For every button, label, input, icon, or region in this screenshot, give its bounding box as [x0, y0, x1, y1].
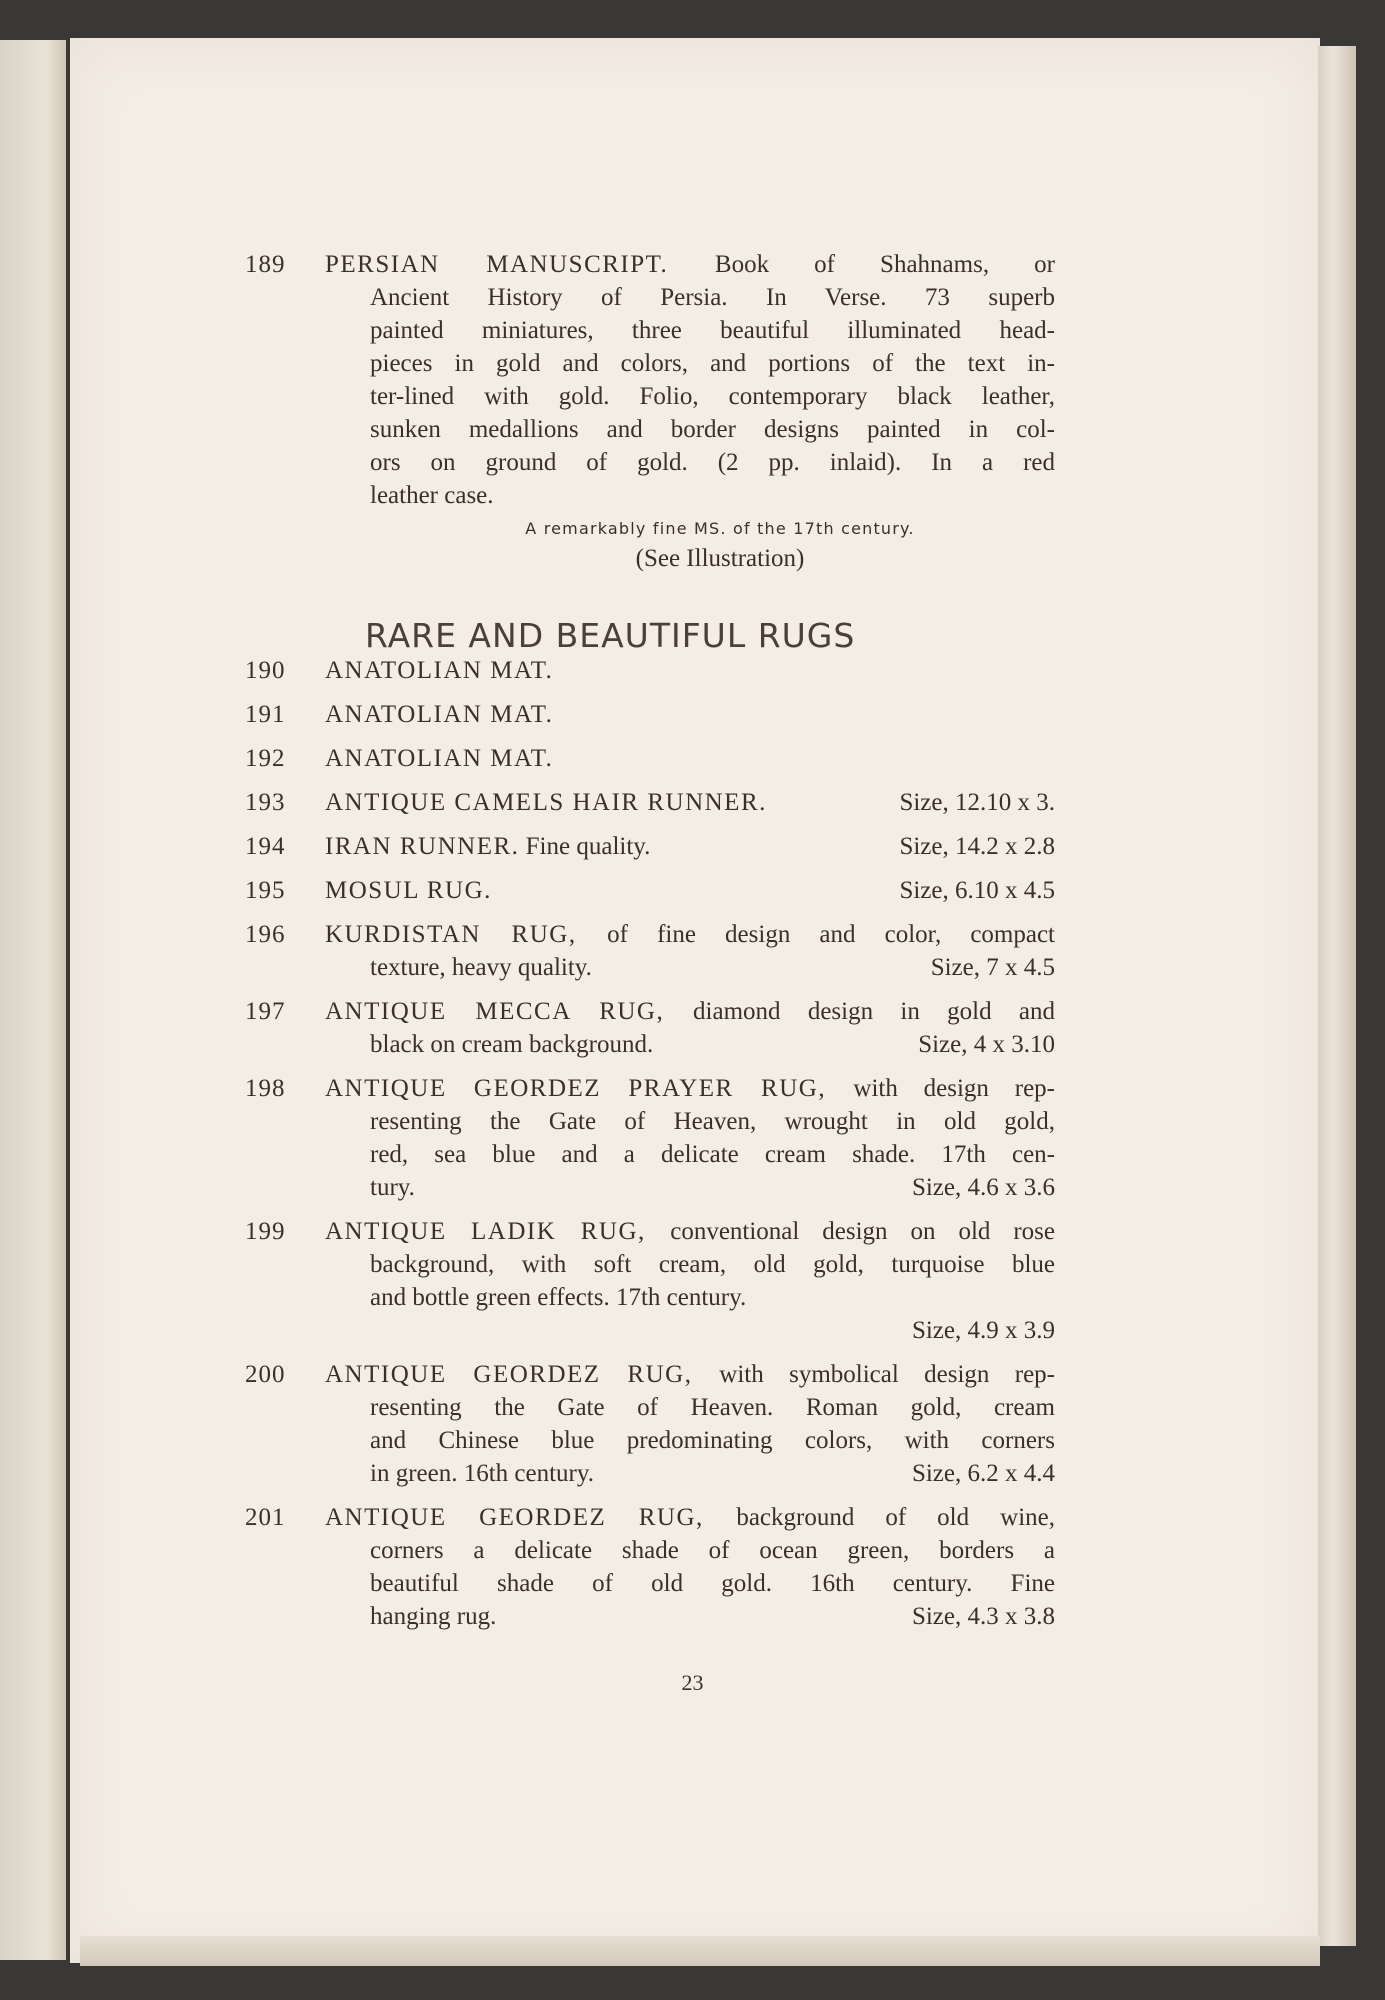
lot-line: red, sea blue and a delicate cream shade. 17th cen- [370, 1141, 1055, 1168]
lot-198 [245, 1072, 1055, 1204]
lot-line: and Chinese blue predominating colors, with corners [370, 1427, 1055, 1454]
lot-number: 197 [245, 998, 286, 1025]
lot-number: 196 [245, 921, 286, 948]
lot-line: ors on ground of gold. (2 pp. inlaid). In a red [370, 449, 1055, 476]
lot-line: background of old wine, [736, 1504, 1055, 1531]
lot-description: Fine quality. [519, 833, 651, 860]
lot-197 [245, 995, 1055, 1061]
lot-title: ANTIQUE GEORDEZ PRAYER RUG, [325, 1075, 854, 1102]
lot-title: MOSUL RUG. [325, 877, 492, 904]
lot-size: Size, 14.2 x 2.8 [899, 833, 1055, 860]
lot-line: PERSIAN MANUSCRIPT. Book of Shahnams, or [325, 251, 1055, 278]
lot-line: conventional design on old rose [670, 1218, 1055, 1245]
lot-number: 193 [245, 789, 286, 816]
lot-line: background, with soft cream, old gold, turquoise blue [370, 1251, 1055, 1278]
lot-title: ANTIQUE LADIK RUG, [325, 1218, 671, 1245]
lot-line: Ancient History of Persia. In Verse. 73 superb [370, 284, 1055, 311]
lot-line: and bottle green effects. 17th century. [370, 1284, 747, 1311]
lot-199 [245, 1215, 1055, 1347]
lot-line: resenting the Gate of Heaven, wrought in old gold, [370, 1108, 1055, 1135]
section-heading: RARE AND BEAUTIFUL RUGS [365, 616, 856, 655]
right-page-edge [1318, 46, 1356, 1946]
lot-191 [245, 698, 1055, 731]
lot-number: 195 [245, 877, 286, 904]
lot-line: resenting the Gate of Heaven. Roman gold, cream [370, 1394, 1055, 1421]
lot-title: KURDISTAN RUG, [325, 921, 608, 948]
lot-title: ANTIQUE GEORDEZ RUG, [325, 1361, 720, 1388]
lot-title: ANATOLIAN MAT. [325, 745, 554, 772]
lot-number: 199 [245, 1218, 286, 1245]
lot-line: painted miniatures, three beautiful illuminated head- [370, 317, 1055, 344]
lot-title: ANTIQUE CAMELS HAIR RUNNER. [325, 789, 767, 816]
lot-size: Size, 4.9 x 3.9 [911, 1317, 1055, 1344]
lot-line: hanging rug. [370, 1603, 497, 1630]
lot-line: with symbolical design rep- [719, 1361, 1055, 1388]
lot-number: 194 [245, 833, 286, 860]
lot-193 [245, 786, 1055, 819]
lot-line: in green. 16th century. [370, 1460, 594, 1487]
lot-192 [245, 742, 1055, 775]
page-number: 23 [681, 1670, 704, 1695]
lot-number: 200 [245, 1361, 286, 1388]
lot-195 [245, 874, 1055, 907]
lot-number: 198 [245, 1075, 286, 1102]
lot-line: diamond design in gold and [693, 998, 1055, 1025]
catalogue-text [245, 248, 1055, 1633]
lot-line: ter-lined with gold. Folio, contemporary black leather, [370, 383, 1055, 410]
lot-194 [245, 830, 1055, 863]
lot-line: with design rep- [853, 1075, 1055, 1102]
lot-line: beautiful shade of old gold. 16th century. Fine [370, 1570, 1055, 1597]
lot-line: sunken medallions and border designs painted in col- [370, 416, 1055, 443]
lot-size: Size, 12.10 x 3. [899, 789, 1055, 816]
lot-201 [245, 1501, 1055, 1633]
lot-line: black on cream background. [370, 1031, 654, 1058]
lot-200 [245, 1358, 1055, 1490]
lot-line: texture, heavy quality. [370, 954, 592, 981]
lot-line: leather case. [370, 482, 494, 509]
lot-line: tury. [370, 1174, 415, 1201]
lot-line: corners a delicate shade of ocean green, borders a [370, 1537, 1055, 1564]
lot-size: Size, 6.2 x 4.4 [911, 1460, 1055, 1487]
lot-number: 192 [245, 745, 286, 772]
lot-note: A remarkably fine MS. of the 17th century. [525, 519, 915, 538]
illustration-ref: (See Illustration) [635, 545, 805, 572]
lot-number: 189 [245, 251, 286, 278]
lot-title: ANTIQUE GEORDEZ RUG, [325, 1504, 737, 1531]
bottom-page-edge [80, 1936, 1320, 1966]
lot-190 [245, 654, 1055, 687]
lot-size: Size, 4 x 3.10 [918, 1031, 1055, 1058]
lot-line: pieces in gold and colors, and portions of the text in- [370, 350, 1055, 377]
lot-title: ANATOLIAN MAT. [325, 657, 554, 684]
lot-title: ANTIQUE MECCA RUG, [325, 998, 694, 1025]
lot-size: Size, 4.6 x 3.6 [911, 1174, 1055, 1201]
lot-title: IRAN RUNNER. [325, 833, 520, 860]
lot-size: Size, 7 x 4.5 [930, 954, 1055, 981]
lot-number: 190 [245, 657, 286, 684]
lot-189 [245, 248, 1055, 575]
lot-size: Size, 4.3 x 3.8 [911, 1603, 1055, 1630]
lot-number: 201 [245, 1504, 286, 1531]
lot-196 [245, 918, 1055, 984]
lot-size: Size, 6.10 x 4.5 [899, 877, 1055, 904]
lot-number: 191 [245, 701, 286, 728]
lot-line: of fine design and color, compact [607, 921, 1055, 948]
lot-title: ANATOLIAN MAT. [325, 701, 554, 728]
